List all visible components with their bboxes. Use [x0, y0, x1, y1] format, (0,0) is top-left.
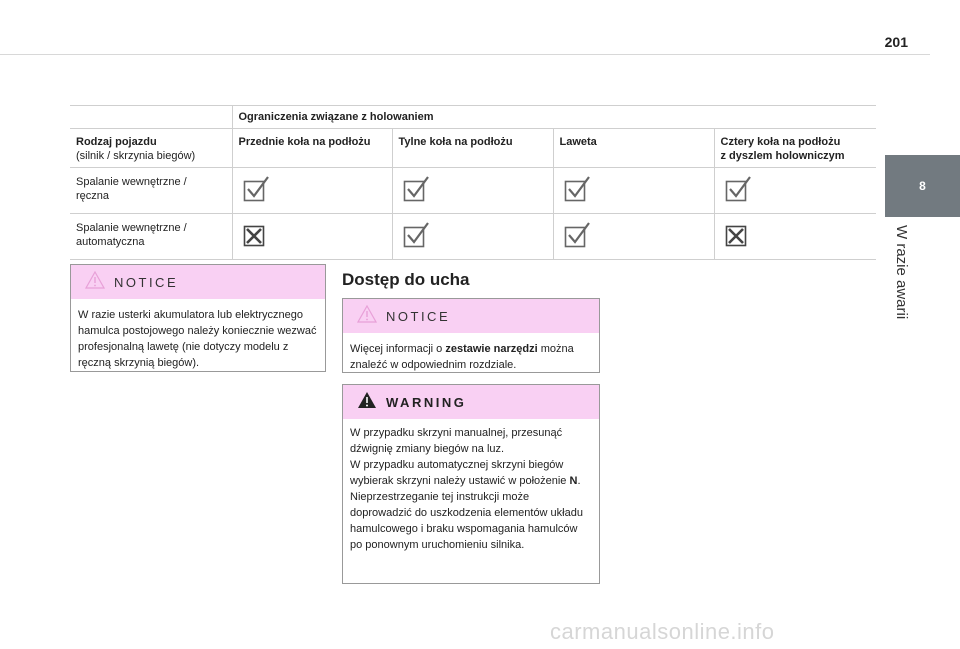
status-cell — [714, 168, 876, 214]
notice-text-bold: zestawie narzędzi — [445, 343, 538, 355]
row-label-line1: Spalanie wewnętrzne / — [76, 222, 187, 234]
table-row — [70, 214, 876, 260]
status-cell — [392, 214, 553, 260]
check-icon — [243, 176, 273, 206]
towing-table — [70, 105, 876, 260]
notice-header — [343, 299, 599, 333]
column-header — [714, 129, 876, 168]
row-label — [70, 168, 232, 214]
row-label-line1: Spalanie wewnętrzne / — [76, 176, 187, 188]
warning-icon — [357, 391, 377, 414]
cross-box-icon — [725, 222, 755, 252]
warning-text-part: W przypadku automatycznej skrzyni biegów wybierak skrzyni należy ustawić w położenie — [350, 459, 570, 487]
column-header-text: Przednie koła na podłożu — [238, 136, 371, 148]
notice-text — [343, 333, 599, 381]
check-icon — [403, 222, 433, 252]
row-label-line2: automatyczna — [76, 236, 145, 248]
warning-paragraph: W przypadku skrzyni manualnej, przesunąć dźwignię zmiany biegów na luz. — [350, 427, 563, 455]
notice-warning-icon — [357, 305, 377, 328]
warning-text-bold: N — [569, 475, 578, 487]
notice-warning-icon — [85, 271, 105, 294]
section-title: Dostęp do ucha — [342, 270, 470, 289]
notice-box-tools — [342, 298, 600, 373]
table-row — [70, 168, 876, 214]
status-cell — [392, 168, 553, 214]
table-group-header-row — [70, 106, 876, 129]
check-icon — [564, 222, 594, 252]
notice-title: NOTICE — [114, 274, 179, 290]
column-header-text: Cztery koła na podłożu — [720, 136, 841, 148]
table-corner-cell — [70, 106, 232, 129]
column-header — [553, 129, 714, 168]
watermark: carmanualsonline.info — [550, 619, 775, 644]
column-header-text: Tylne koła na podłożu — [398, 136, 513, 148]
top-rule — [0, 54, 930, 55]
table-column-header-row — [70, 129, 876, 168]
notice-text-part: można znaleźć w odpowiednim rozdziale. — [350, 343, 574, 371]
cross-box-icon — [243, 222, 273, 252]
notice-box-towing — [70, 264, 326, 372]
status-cell — [232, 168, 392, 214]
row-header-subtitle: (silnik / skrzynia biegów) — [76, 150, 196, 162]
page-number: 201 — [884, 34, 908, 50]
status-cell — [553, 214, 714, 260]
warning-text-part: . — [577, 475, 581, 487]
table-group-header: Ograniczenia związane z holowaniem — [232, 106, 876, 129]
chapter-title: W razie awarii — [893, 225, 910, 320]
status-cell — [553, 168, 714, 214]
column-header-text: Laweta — [559, 136, 597, 148]
notice-header — [71, 265, 325, 299]
warning-paragraph — [350, 457, 592, 489]
notice-title: NOTICE — [386, 308, 451, 324]
row-label-line2: ręczna — [76, 190, 110, 202]
row-label — [70, 214, 232, 260]
chapter-tab[interactable] — [885, 155, 960, 217]
chapter-number: 8 — [919, 179, 926, 193]
column-header — [232, 129, 392, 168]
column-header-text-line2: z dyszlem holowniczym — [720, 150, 845, 162]
row-header-title: Rodzaj pojazdu — [76, 136, 157, 148]
warning-title: WARNING — [386, 394, 467, 410]
notice-text: W razie usterki akumulatora lub elektrycznego hamulca postojowego należy koniecznie wezwać profesjonalną lawetę (nie dotyczy modelu z ręczną skrzynią biegów). — [78, 309, 317, 369]
notice-text-part: Więcej informacji o — [350, 343, 446, 355]
warning-header — [343, 385, 599, 419]
warning-box — [342, 384, 600, 584]
row-header-cell — [70, 129, 232, 168]
status-cell — [714, 214, 876, 260]
warning-paragraph: Nieprzestrzeganie tej instrukcji może doprowadzić do uszkodzenia elementów układu hamulcowego i braku wspomagania hamulców po ponownym uruchomieniu silnika. — [350, 491, 583, 551]
check-icon — [403, 176, 433, 206]
status-cell — [232, 214, 392, 260]
column-header — [392, 129, 553, 168]
check-icon — [725, 176, 755, 206]
check-icon — [564, 176, 594, 206]
warning-text — [343, 419, 599, 561]
